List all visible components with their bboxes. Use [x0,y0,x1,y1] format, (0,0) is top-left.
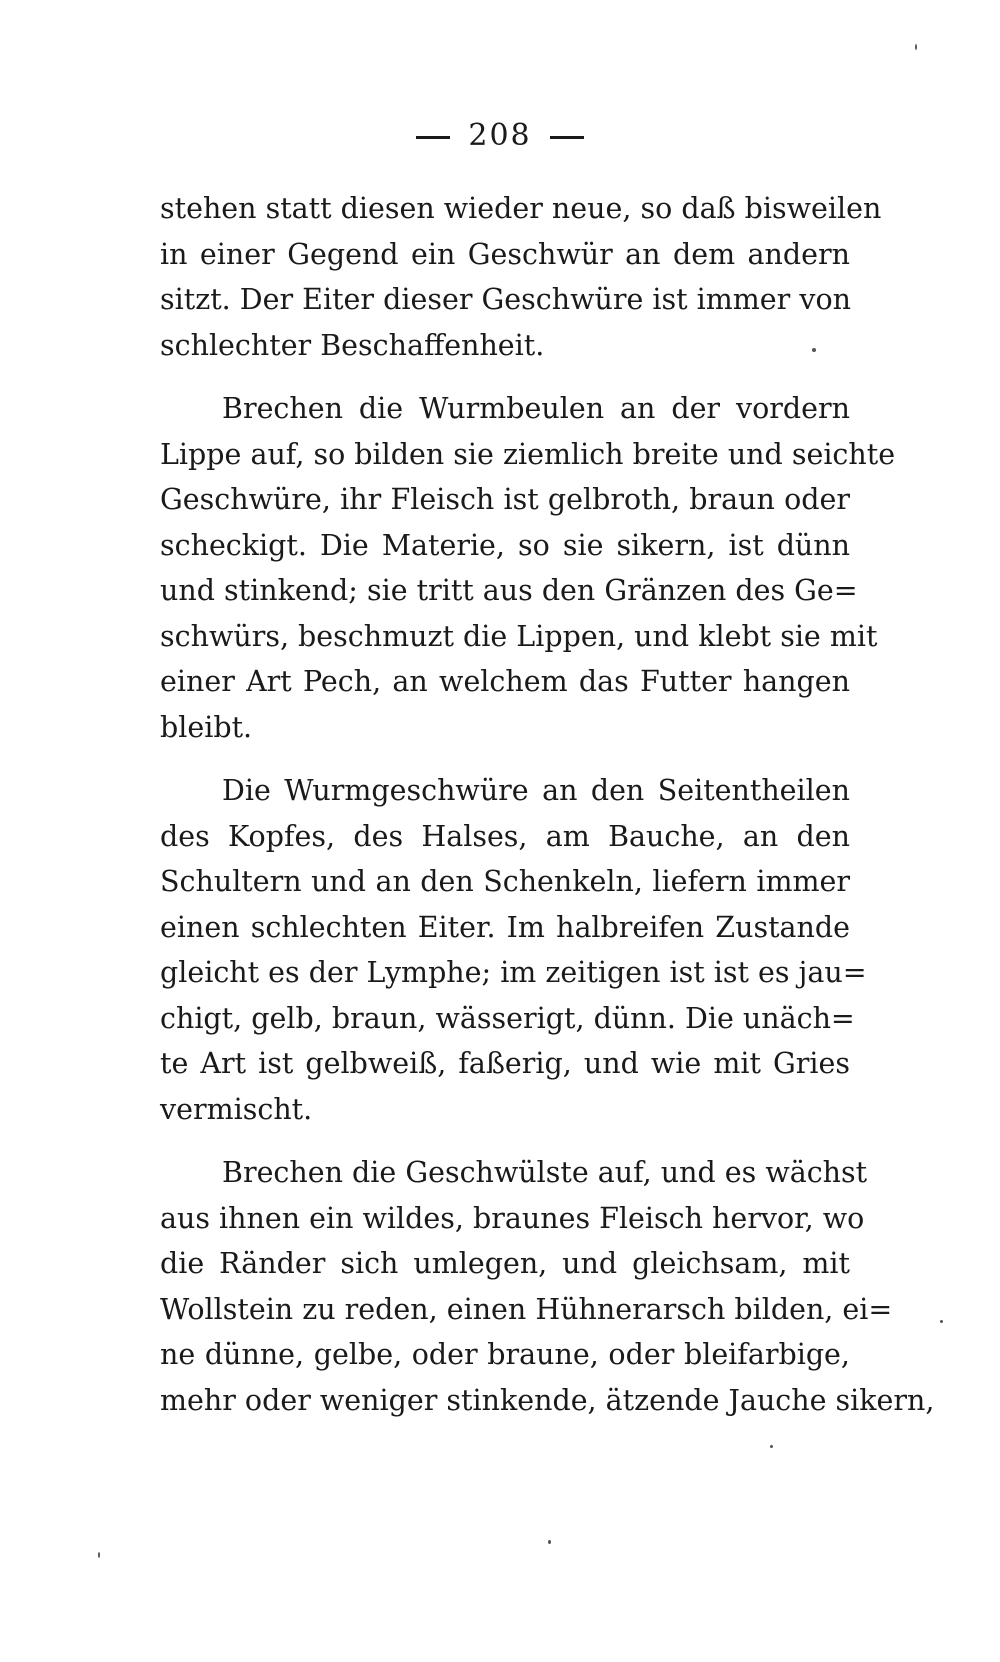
scan-speck [915,44,917,50]
text-line: ne dünne, gelbe, oder braune, oder bleifarbige, [160,1338,850,1371]
text-line: die Ränder sich umlegen, und gleichsam, mit [160,1247,850,1280]
text-line: stehen statt diesen wieder neue, so daß bisweilen [160,192,882,225]
scan-speck [812,348,816,352]
paragraph-2 [160,386,896,750]
text-line: Brechen die Geschwülste auf, und es wächst [222,1156,868,1189]
paragraph-4 [160,1150,935,1423]
text-line: Lippe auf, so bilden sie ziemlich breite und seichte [160,437,896,471]
text-line: des Kopfes, des Halses, am Bauche, an den [160,819,850,853]
text-line: mehr oder weniger stinkende, ätzende Jauche sikern, [160,1383,935,1417]
text-line: scheckigt. Die Materie, so sie sikern, ist dünn [160,528,850,562]
text-line: in einer Gegend ein Geschwür an dem andern [160,237,850,271]
scan-speck [548,1540,551,1544]
header-dash-right [550,136,584,139]
text-line: chigt, gelb, braun, wässerigt, dünn. Die unäch= [160,1001,855,1035]
text-line: gleicht es der Lymphe; im zeitigen ist ist es jau= [160,956,867,989]
text-line: und stinkend; sie tritt aus den Gränzen des Ge= [160,574,858,607]
text-line: Die Wurmgeschwüre an den Seitentheilen [222,774,850,807]
scan-speck [770,1445,773,1448]
text-line: sitzt. Der Eiter dieser Geschwüre ist immer von [160,283,851,316]
scan-speck [940,1320,943,1323]
text-line: schlechter Beschaffenheit. [160,328,545,362]
text-line: einen schlechten Eiter. Im halbreifen Zustande [160,910,850,944]
text-line: Wollstein zu reden, einen Hühnerarsch bilden, ei= [160,1292,893,1326]
page-number: 208 [468,118,532,153]
text-line: Geschwüre, ihr Fleisch ist gelbroth, braun oder [160,483,850,516]
paragraph-1 [160,186,882,368]
scan-speck [98,1552,100,1558]
text-line: Schultern und an den Schenkeln, liefern immer [160,865,850,898]
text-line: einer Art Pech, an welchem das Futter hangen [160,665,850,698]
text-line: vermischt. [160,1092,313,1126]
text-line: te Art ist gelbweiß, faßerig, und wie mit Gries [160,1047,850,1080]
text-line: bleibt. [160,710,253,744]
header-dash-left [416,136,450,139]
paragraph-3 [160,768,867,1132]
page-header [0,118,1000,153]
text-line: Brechen die Wurmbeulen an der vordern [222,392,850,425]
text-line: schwürs, beschmuzt die Lippen, und klebt sie mit [160,619,878,653]
body-text [160,186,935,1423]
text-line: aus ihnen ein wildes, braunes Fleisch hervor, wo [160,1201,865,1235]
